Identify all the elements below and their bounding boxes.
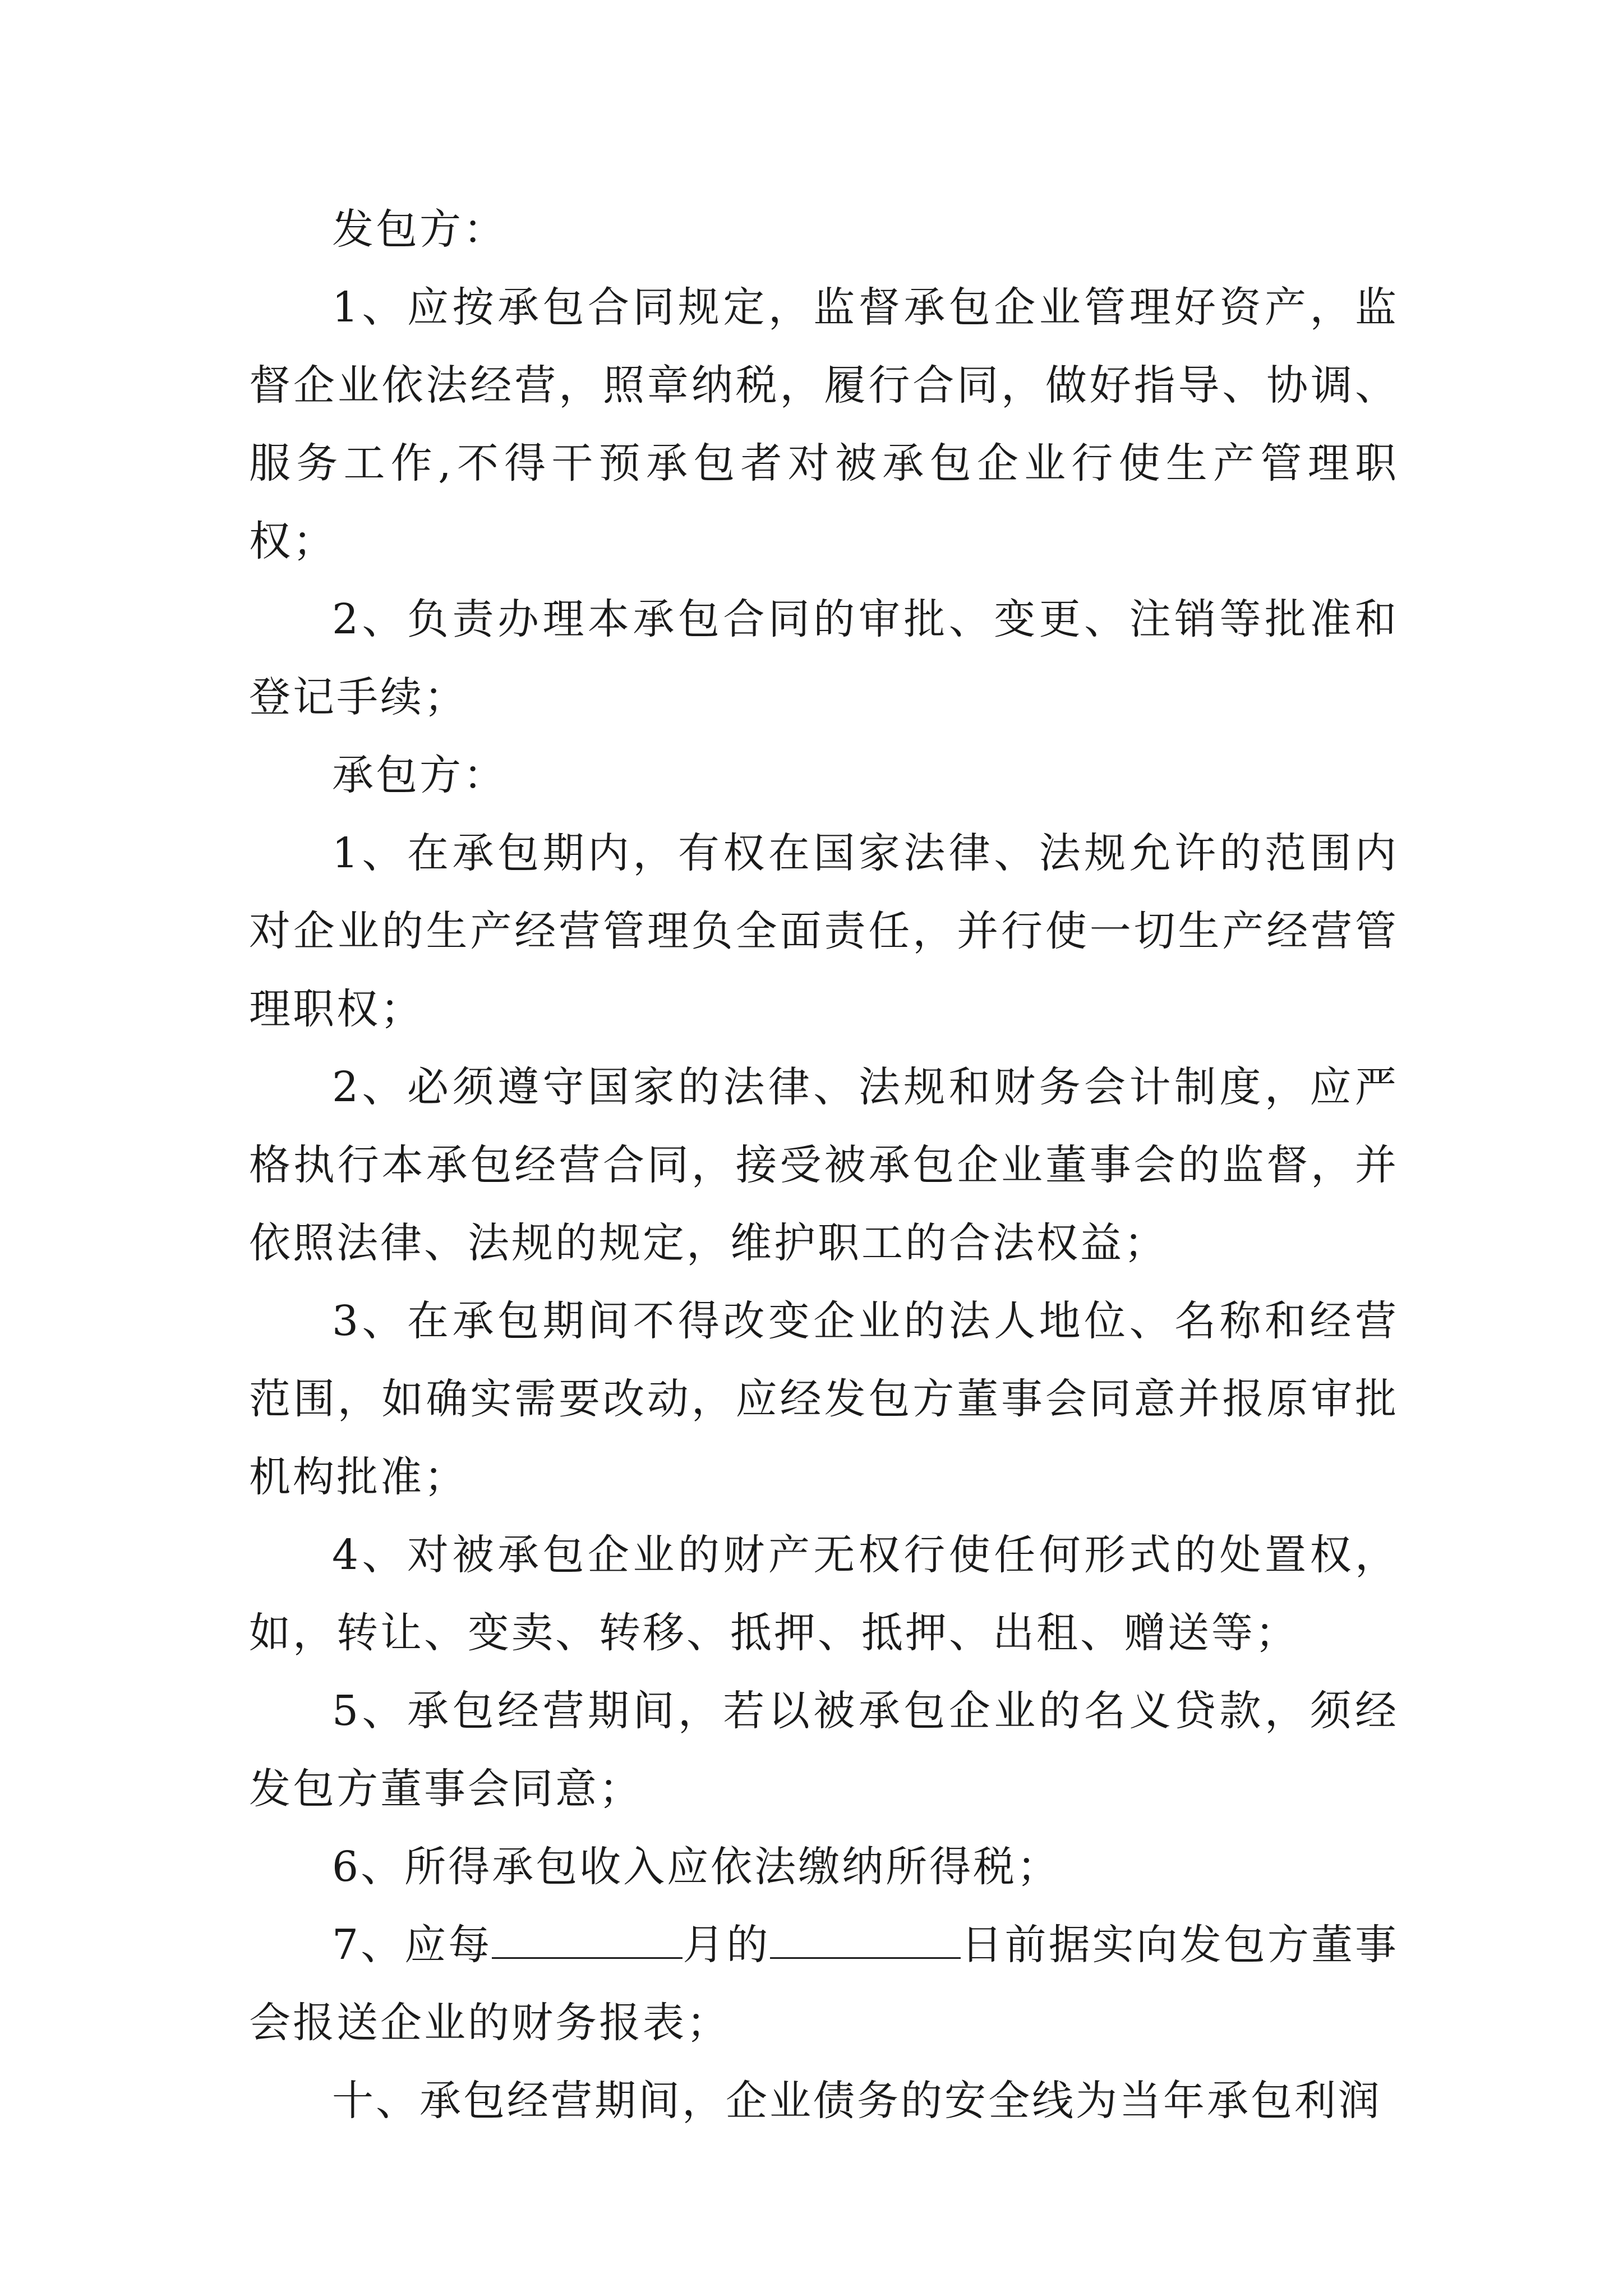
fill-in-blank-day[interactable] [770,1924,961,1959]
contractor-heading: 承包方： [332,751,507,799]
fill-in-blank-month[interactable] [492,1924,683,1959]
employer-item-2: 2、负责办理本承包合同的审批、变更、注销等批准和登记手续； [249,595,1399,721]
contractor-item-2: 2、必须遵守国家的法律、法规和财务会计制度，应严格执行本承包经营合同，接受被承包企业董事会的监督，并依照法律、法规的规定，维护职工的合法权益； [249,1063,1399,1267]
employer-heading: 发包方： [332,205,507,254]
clause-10: 十、承包经营期间，企业债务的安全线为当年承包利润 [332,2077,1382,2125]
item7-prefix: 7、应每 [332,1921,492,1969]
employer-item-1: 1、应按承包合同规定，监督承包企业管理好资产，监督企业依法经营，照章纳税，履行合同，做好指导、协调、服务工作,不得干预承包者对被承包企业行使生产管理职权； [249,283,1399,565]
contractor-item-3: 3、在承包期间不得改变企业的法人地位、名称和经营范围，如确实需要改动，应经发包方董事会同意并报原审批机构批准； [249,1297,1399,1501]
contractor-item-6: 6、所得承包收入应依法缴纳所得税； [332,1843,1061,1891]
document-body [249,191,1399,2140]
item7-middle: 月的 [683,1921,771,1969]
contractor-item-4: 4、对被承包企业的财产无权行使任何形式的处置权，如，转让、变卖、转移、抵押、抵押、出租、赠送等； [249,1531,1399,1657]
contractor-item-1: 1、在承包期内，有权在国家法律、法规允许的范围内对企业的生产经营管理负全面责任，并行使一切生产经营管理职权； [249,829,1399,1033]
contractor-item-7 [249,1906,1399,2062]
item7-suffix: 日前据实向发包方董事会报送企业的财务报表； [249,1921,1399,2047]
contractor-item-5: 5、承包经营期间，若以被承包企业的名义贷款，须经发包方董事会同意； [249,1687,1399,1813]
